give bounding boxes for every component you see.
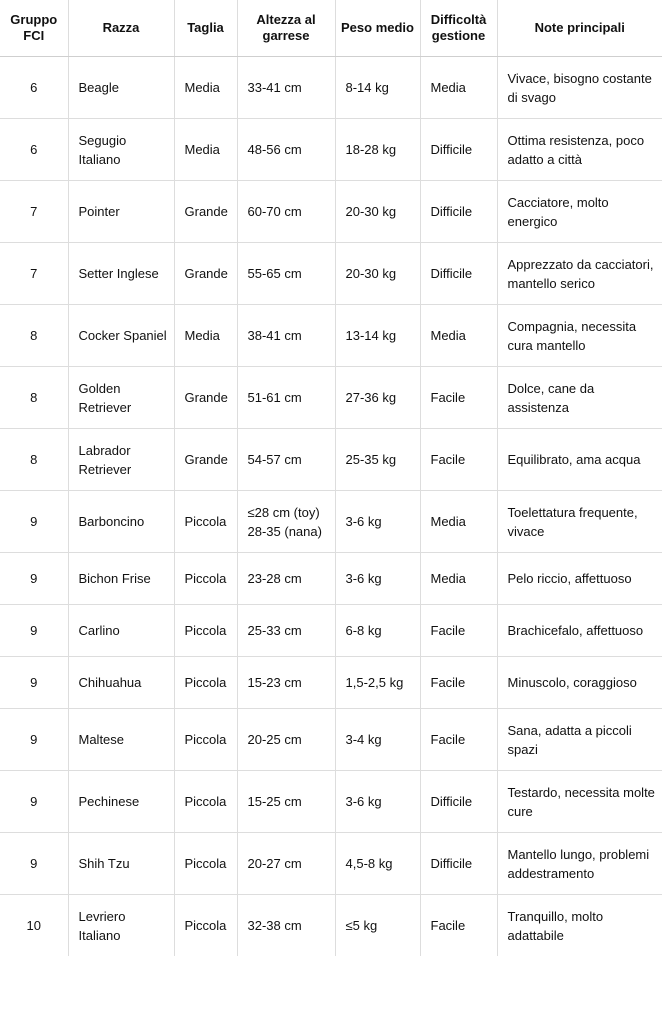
cell-gruppo-text: 10 [26, 918, 41, 933]
cell-taglia-text: Piccola [184, 514, 227, 529]
cell-note-text: Tranquillo, molto adattabile [507, 908, 604, 943]
cell-peso-text: 13-14 kg [345, 328, 397, 343]
cell-taglia-text: Piccola [184, 732, 227, 747]
cell-razza [68, 243, 174, 305]
table-row [0, 429, 662, 491]
cell-taglia [174, 895, 237, 957]
cell-altezza-text: 48-56 cm [247, 142, 302, 157]
cell-difficolta-text: Difficile [430, 204, 473, 219]
cell-note [497, 181, 662, 243]
cell-note [497, 833, 662, 895]
cell-peso [335, 119, 420, 181]
cell-razza [68, 771, 174, 833]
cell-note [497, 895, 662, 957]
table-body [0, 57, 662, 957]
cell-gruppo-text: 9 [30, 732, 38, 747]
cell-razza-text: Setter Inglese [78, 266, 159, 281]
cell-peso [335, 491, 420, 553]
cell-razza [68, 491, 174, 553]
table-row [0, 491, 662, 553]
cell-taglia [174, 429, 237, 491]
cell-gruppo-text: 9 [30, 675, 38, 690]
cell-note-text: Ottima resistenza, poco adatto a città [507, 132, 645, 167]
cell-gruppo-text: 6 [30, 142, 38, 157]
cell-peso [335, 367, 420, 429]
cell-altezza [237, 57, 335, 119]
cell-gruppo [0, 119, 68, 181]
cell-note-text: Testardo, necessita molte cure [507, 784, 655, 819]
cell-altezza [237, 119, 335, 181]
header-altezza: Altezza al garrese [237, 0, 335, 57]
cell-altezza-text: 60-70 cm [247, 204, 302, 219]
cell-altezza [237, 709, 335, 771]
cell-peso [335, 305, 420, 367]
cell-difficolta [420, 771, 497, 833]
cell-gruppo-text: 9 [30, 856, 38, 871]
cell-gruppo [0, 895, 68, 957]
cell-peso [335, 181, 420, 243]
table-row [0, 553, 662, 605]
cell-razza [68, 833, 174, 895]
cell-gruppo [0, 181, 68, 243]
cell-taglia [174, 305, 237, 367]
cell-difficolta [420, 429, 497, 491]
cell-taglia [174, 181, 237, 243]
cell-razza-text: Beagle [78, 80, 119, 95]
cell-note [497, 367, 662, 429]
cell-taglia [174, 119, 237, 181]
cell-altezza-text: 23-28 cm [247, 571, 302, 586]
cell-altezza [237, 657, 335, 709]
cell-peso [335, 605, 420, 657]
cell-razza-text: Bichon Frise [78, 571, 151, 586]
cell-gruppo-text: 9 [30, 571, 38, 586]
cell-note-text: Vivace, bisogno costante di svago [507, 70, 652, 105]
cell-taglia-text: Piccola [184, 918, 227, 933]
cell-peso [335, 833, 420, 895]
cell-peso [335, 709, 420, 771]
cell-altezza [237, 553, 335, 605]
cell-note-text: Cacciatore, molto energico [507, 194, 609, 229]
cell-difficolta-text: Media [430, 571, 466, 586]
cell-note-text: Apprezzato da cacciatori, mantello serico [507, 256, 654, 291]
cell-note [497, 771, 662, 833]
cell-razza-text: Labrador Retriever [78, 442, 132, 477]
table-row [0, 367, 662, 429]
cell-note [497, 57, 662, 119]
cell-gruppo-text: 8 [30, 452, 38, 467]
cell-gruppo [0, 243, 68, 305]
cell-altezza-text: 33-41 cm [247, 80, 302, 95]
cell-difficolta [420, 895, 497, 957]
cell-note-text: Dolce, cane da assistenza [507, 380, 595, 415]
header-taglia: Taglia [174, 0, 237, 57]
cell-taglia-text: Piccola [184, 675, 227, 690]
cell-note [497, 119, 662, 181]
cell-gruppo [0, 709, 68, 771]
cell-peso-text: 4,5-8 kg [345, 856, 393, 871]
cell-difficolta [420, 119, 497, 181]
header-peso: Peso medio [335, 0, 420, 57]
cell-razza-text: Pechinese [78, 794, 140, 809]
table-row [0, 895, 662, 957]
cell-razza-text: Pointer [78, 204, 120, 219]
cell-altezza-text: 25-33 cm [247, 623, 302, 638]
cell-peso-text: 3-6 kg [345, 794, 382, 809]
cell-taglia-text: Piccola [184, 794, 227, 809]
cell-difficolta [420, 553, 497, 605]
cell-note-text: Sana, adatta a piccoli spazi [507, 722, 632, 757]
cell-note [497, 305, 662, 367]
cell-note-text: Minuscolo, coraggioso [507, 675, 637, 690]
cell-peso-text: 3-4 kg [345, 732, 382, 747]
cell-peso [335, 771, 420, 833]
cell-altezza [237, 429, 335, 491]
cell-taglia-text: Media [184, 328, 220, 343]
cell-gruppo [0, 491, 68, 553]
cell-razza-text: Carlino [78, 623, 120, 638]
cell-altezza-text: 32-38 cm [247, 918, 302, 933]
cell-difficolta-text: Difficile [430, 142, 473, 157]
cell-difficolta-text: Difficile [430, 794, 473, 809]
table-row [0, 709, 662, 771]
cell-altezza [237, 367, 335, 429]
cell-gruppo [0, 305, 68, 367]
cell-altezza [237, 605, 335, 657]
cell-peso [335, 57, 420, 119]
cell-taglia [174, 553, 237, 605]
cell-taglia [174, 491, 237, 553]
cell-peso-text: 8-14 kg [345, 80, 389, 95]
cell-peso-text: 1,5-2,5 kg [345, 675, 404, 690]
cell-altezza [237, 895, 335, 957]
cell-taglia-text: Piccola [184, 571, 227, 586]
cell-gruppo-text: 9 [30, 514, 38, 529]
cell-note-text: Toelettatura frequente, vivace [507, 504, 638, 539]
cell-razza-text: Cocker Spaniel [78, 328, 167, 343]
cell-difficolta [420, 367, 497, 429]
cell-taglia [174, 367, 237, 429]
cell-razza [68, 895, 174, 957]
cell-altezza-text: 15-23 cm [247, 675, 302, 690]
cell-taglia-text: Grande [184, 390, 228, 405]
cell-taglia [174, 771, 237, 833]
cell-altezza-text: 20-25 cm [247, 732, 302, 747]
cell-razza-text: Shih Tzu [78, 856, 130, 871]
cell-altezza [237, 181, 335, 243]
cell-peso [335, 243, 420, 305]
table-row [0, 605, 662, 657]
cell-taglia-text: Grande [184, 452, 228, 467]
cell-difficolta [420, 491, 497, 553]
cell-razza [68, 119, 174, 181]
cell-razza [68, 305, 174, 367]
cell-razza [68, 429, 174, 491]
cell-razza [68, 367, 174, 429]
cell-gruppo [0, 367, 68, 429]
cell-note-text: Compagnia, necessita cura mantello [507, 318, 637, 353]
cell-taglia [174, 243, 237, 305]
table-row [0, 771, 662, 833]
cell-altezza-text: 15-25 cm [247, 794, 302, 809]
cell-gruppo-text: 9 [30, 623, 38, 638]
cell-note [497, 709, 662, 771]
cell-difficolta [420, 181, 497, 243]
cell-difficolta-text: Media [430, 80, 466, 95]
cell-taglia-text: Media [184, 142, 220, 157]
table-row [0, 305, 662, 367]
cell-note-text: Brachicefalo, affettuoso [507, 623, 644, 638]
cell-gruppo-text: 7 [30, 204, 38, 219]
cell-taglia [174, 657, 237, 709]
cell-gruppo-text: 6 [30, 80, 38, 95]
cell-difficolta-text: Facile [430, 623, 466, 638]
cell-note [497, 491, 662, 553]
cell-peso-text: 27-36 kg [345, 390, 397, 405]
cell-note-text: Pelo riccio, affettuoso [507, 571, 632, 586]
table-row [0, 243, 662, 305]
cell-difficolta [420, 305, 497, 367]
table-row [0, 181, 662, 243]
cell-taglia-text: Piccola [184, 623, 227, 638]
cell-peso [335, 657, 420, 709]
cell-altezza [237, 771, 335, 833]
cell-note [497, 605, 662, 657]
header-gruppo: Gruppo FCI [0, 0, 68, 57]
cell-difficolta [420, 243, 497, 305]
cell-peso [335, 429, 420, 491]
cell-razza [68, 605, 174, 657]
cell-difficolta-text: Difficile [430, 266, 473, 281]
cell-taglia [174, 709, 237, 771]
cell-razza-text: Barboncino [78, 514, 145, 529]
cell-note [497, 657, 662, 709]
cell-gruppo [0, 605, 68, 657]
cell-difficolta [420, 57, 497, 119]
table-row [0, 119, 662, 181]
cell-peso [335, 895, 420, 957]
cell-altezza-text: 55-65 cm [247, 266, 302, 281]
cell-taglia [174, 605, 237, 657]
cell-peso [335, 553, 420, 605]
cell-razza [68, 657, 174, 709]
cell-difficolta [420, 833, 497, 895]
cell-gruppo [0, 429, 68, 491]
table-row [0, 833, 662, 895]
cell-difficolta-text: Media [430, 328, 466, 343]
header-razza: Razza [68, 0, 174, 57]
cell-razza-text: Maltese [78, 732, 125, 747]
cell-difficolta-text: Media [430, 514, 466, 529]
cell-gruppo [0, 57, 68, 119]
cell-razza-text: Golden Retriever [78, 380, 132, 415]
cell-gruppo [0, 657, 68, 709]
header-row [0, 0, 662, 57]
cell-razza [68, 709, 174, 771]
cell-taglia-text: Piccola [184, 856, 227, 871]
cell-difficolta [420, 657, 497, 709]
cell-altezza [237, 305, 335, 367]
cell-razza-text: Chihuahua [78, 675, 142, 690]
cell-gruppo [0, 553, 68, 605]
cell-gruppo [0, 833, 68, 895]
cell-difficolta-text: Facile [430, 918, 466, 933]
table-row [0, 657, 662, 709]
cell-razza [68, 181, 174, 243]
cell-gruppo-text: 8 [30, 328, 38, 343]
cell-taglia [174, 57, 237, 119]
cell-razza-text: Levriero Italiano [78, 908, 126, 943]
cell-note-text: Equilibrato, ama acqua [507, 452, 641, 467]
cell-peso-text: 18-28 kg [345, 142, 397, 157]
cell-difficolta-text: Facile [430, 452, 466, 467]
cell-peso-text: 20-30 kg [345, 266, 397, 281]
cell-difficolta-text: Facile [430, 390, 466, 405]
cell-difficolta-text: Difficile [430, 856, 473, 871]
cell-difficolta-text: Facile [430, 732, 466, 747]
cell-taglia-text: Grande [184, 266, 228, 281]
cell-peso-text: 6-8 kg [345, 623, 382, 638]
cell-razza [68, 553, 174, 605]
cell-peso-text: 20-30 kg [345, 204, 397, 219]
cell-note [497, 429, 662, 491]
cell-altezza [237, 243, 335, 305]
cell-taglia-text: Media [184, 80, 220, 95]
cell-altezza-text: 20-27 cm [247, 856, 302, 871]
cell-note [497, 553, 662, 605]
cell-difficolta [420, 709, 497, 771]
cell-taglia-text: Grande [184, 204, 228, 219]
table-row [0, 57, 662, 119]
cell-altezza-text: ≤28 cm (toy) 28-35 (nana) [247, 504, 322, 539]
header-note: Note principali [497, 0, 662, 57]
cell-gruppo-text: 8 [30, 390, 38, 405]
cell-taglia [174, 833, 237, 895]
table-header [0, 0, 662, 57]
cell-difficolta-text: Facile [430, 675, 466, 690]
cell-note [497, 243, 662, 305]
cell-peso-text: 3-6 kg [345, 514, 382, 529]
cell-difficolta [420, 605, 497, 657]
cell-gruppo-text: 9 [30, 794, 38, 809]
cell-altezza [237, 833, 335, 895]
cell-altezza-text: 38-41 cm [247, 328, 302, 343]
cell-razza-text: Segugio Italiano [78, 132, 127, 167]
cell-note-text: Mantello lungo, problemi addestramento [507, 846, 650, 881]
cell-altezza-text: 54-57 cm [247, 452, 302, 467]
cell-peso-text: ≤5 kg [345, 918, 378, 933]
header-difficolta: Difficoltà gestione [420, 0, 497, 57]
cell-gruppo [0, 771, 68, 833]
cell-peso-text: 25-35 kg [345, 452, 397, 467]
cell-altezza-text: 51-61 cm [247, 390, 302, 405]
cell-gruppo-text: 7 [30, 266, 38, 281]
cell-peso-text: 3-6 kg [345, 571, 382, 586]
cell-razza [68, 57, 174, 119]
cell-altezza [237, 491, 335, 553]
